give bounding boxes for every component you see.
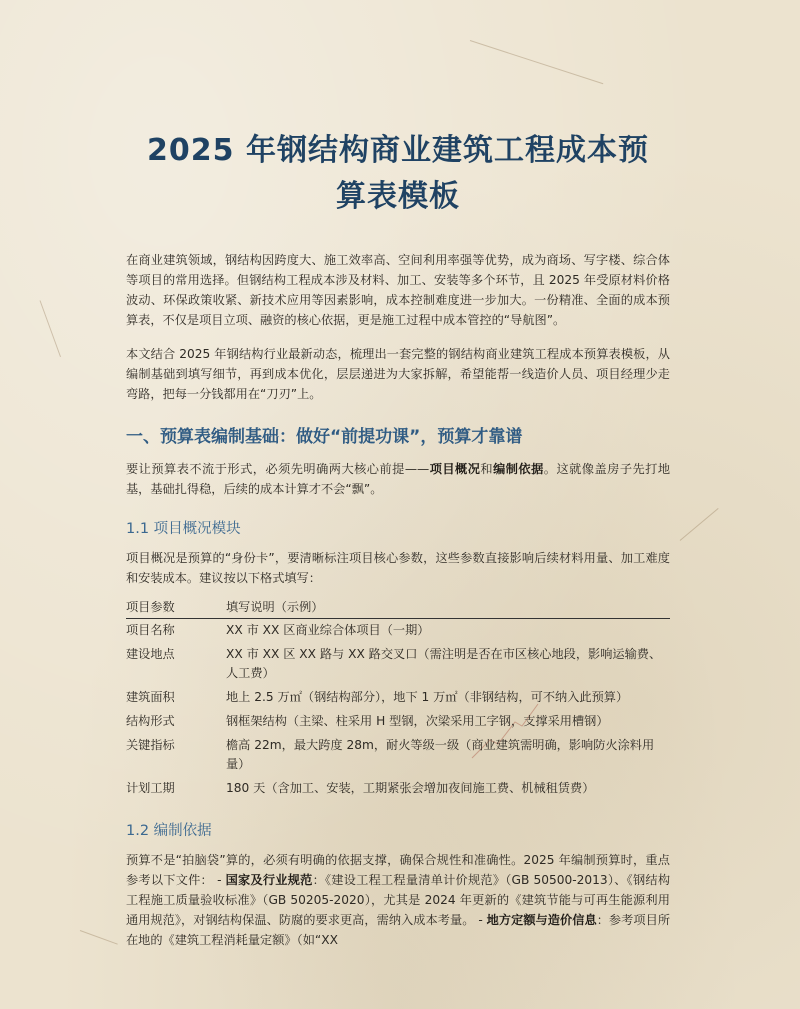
title-line-1: 2025 年钢结构商业建筑工程成本预	[147, 133, 649, 168]
paper-fiber	[680, 508, 719, 541]
paper-fiber	[80, 930, 118, 945]
subsection-1-1-paragraph: 项目概况是预算的“身份卡”，要清晰标注项目核心参数，这些参数直接影响后续材料用量、加工难度和安装成本。建议按以下格式填写：	[126, 551, 670, 585]
intro-paragraph-2: 本文结合 2025 年钢结构行业最新动态，梳理出一套完整的钢结构商业建筑工程成本预算表模板，从编制基础到填写细节，再到成本优化，层层递进为大家拆解，希望能帮一线造价人员、项目经理少走弯路，把每一分钱都用在“刀刃”上。	[126, 347, 670, 401]
table-cell: 地上 2.5 万㎡（钢结构部分），地下 1 万㎡（非钢结构，可不纳入此预算）	[226, 690, 629, 704]
section-1-heading: 一、预算表编制基础：做好“前提功课”，预算才靠谱	[126, 427, 523, 447]
table-row	[126, 777, 670, 801]
table-cell: 计划工期	[126, 781, 175, 795]
document-page	[126, 128, 670, 964]
table-header-row	[126, 596, 670, 619]
table-cell: 建筑面积	[126, 690, 175, 704]
table-header-cell: 项目参数	[126, 596, 226, 619]
table-cell: 檐高 22m，最大跨度 28m，耐火等级一级（商业建筑需明确，影响防火涂料用量）	[226, 738, 655, 771]
table-cell: 建设地点	[126, 647, 175, 661]
subsection-1-1-heading: 1.1 项目概况模块	[126, 521, 241, 537]
title-line-2: 算表模板	[336, 179, 460, 214]
table-cell: 结构形式	[126, 714, 175, 728]
subsection-1-2-paragraph: 预算不是“拍脑袋”算的，必须有明确的依据支撑，确保合规性和准确性。2025 年编制预算时，重点参考以下文件： - 国家及行业规范：《建设工程工程量清单计价规范》（GB 50500-2013）、《钢结构工程施工质量验收标准》（GB 50205-2020），尤其是 2024 年更新的《建筑节能与可再生能源利用通用规范》，对钢结构保温、防腐的要求更高，需纳入成本考量。 - 地方定额与造价信息：参考项目所在地的《建筑工程消耗量定额》（如“XX	[126, 853, 671, 947]
table-cell: 180 天（含加工、安装，工期紧张会增加夜间施工费、机械租赁费）	[226, 781, 595, 795]
subsection-1-2-heading: 1.2 编制依据	[126, 823, 212, 839]
paper-fiber	[40, 300, 61, 357]
project-overview-table	[126, 596, 670, 801]
intro-paragraph-1: 在商业建筑领域，钢结构因跨度大、施工效率高、空间利用率强等优势，成为商场、写字楼、综合体等项目的常用选择。但钢结构工程成本涉及材料、加工、安装等多个环节，且 2025 年受原材料价格波动、环保政策收紧、新技术应用等因素影响，成本控制难度进一步加大。一份精准、全面的成本预算表，不仅是项目立项、融资的核心依据，更是施工过程中成本管控的“导航图”。	[126, 253, 670, 327]
table-cell: XX 市 XX 区商业综合体项目（一期）	[226, 623, 430, 637]
table-cell: 项目名称	[126, 623, 175, 637]
table-header-cell: 填写说明（示例）	[226, 596, 670, 619]
table-cell: 钢框架结构（主梁、柱采用 H 型钢，次梁采用工字钢，支撑采用槽钢）	[226, 714, 609, 728]
table-row	[126, 643, 670, 686]
table-row	[126, 734, 670, 777]
table-row	[126, 710, 670, 734]
paper-fiber	[470, 40, 603, 84]
table-cell: 关键指标	[126, 738, 175, 752]
table-row	[126, 686, 670, 710]
table-cell: XX 市 XX 区 XX 路与 XX 路交叉口（需注明是否在市区核心地段，影响运输费、人工费）	[226, 647, 662, 680]
page-title	[106, 128, 690, 220]
table-row	[126, 619, 670, 644]
section-1-paragraph: 要让预算表不流于形式，必须先明确两大核心前提——项目概况和编制依据。这就像盖房子先打地基，基础扎得稳，后续的成本计算才不会“飘”。	[126, 462, 671, 496]
